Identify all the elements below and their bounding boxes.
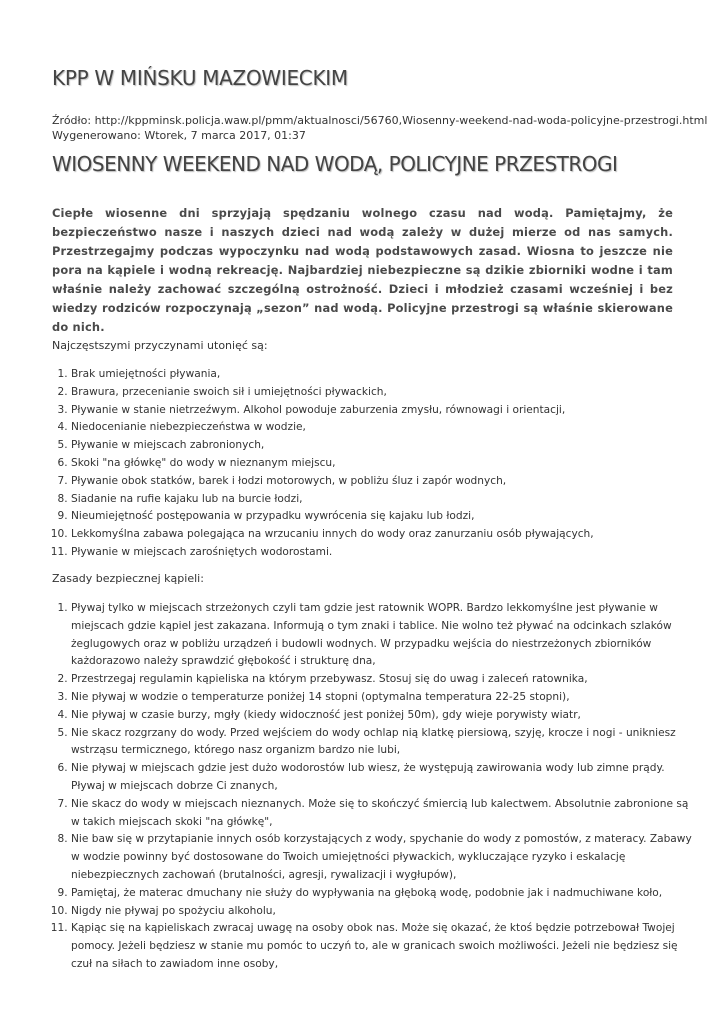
- source-line: [52, 113, 707, 128]
- source-url[interactable]: http://kppminsk.policja.waw.pl/pmm/aktualnosci/56760,Wiosenny-weekend-nad-woda-policyjne-przestrogi.html: [94, 114, 708, 127]
- list-item: 8. Siadanie na rufie kajaku lub na burcie łodzi,: [71, 491, 693, 509]
- rules-heading: Zasady bezpiecznej kąpieli:: [52, 572, 204, 585]
- list-item: 10. Lekkomyślna zabawa polegająca na wrzucaniu innych do wody oraz zanurzaniu osób pływających,: [71, 526, 693, 544]
- article-title: WIOSENNY WEEKEND NAD WODĄ, POLICYJNE PRZESTROGI: [52, 152, 618, 176]
- article-lead: Ciepłe wiosenne dni sprzyjają spędzaniu wolnego czasu nad wodą. Pamiętajmy, że bezpieczeństwo nasze i naszych dzieci nad wodą zależy w dużej mierze od nas samych. Przestrzegajmy podczas wypoczynku nad wodą podstawowych zasad. Wiosna to jeszcze nie pora na kąpiele i wodną rekreację. Najbardziej niebezpieczne są dzikie zbiorniki wodne i tam właśnie należy zachować szczególną ostrożność. Dzieci i młodzież czasami wcześniej i bez wiedzy rodziców rozpoczynają „sezon” nad wodą. Policyjne przestrogi są właśnie skierowane do nich.: [52, 206, 673, 334]
- list-item: 1. Brak umiejętności pływania,: [71, 366, 693, 384]
- list-item: 5. Pływanie w miejscach zabronionych,: [71, 437, 693, 455]
- list-item: 11. Pływanie w miejscach zarośniętych wodorostami.: [71, 544, 693, 562]
- list-item: 8. Nie baw się w przytapianie innych osób korzystających z wody, spychanie do wody z pomostów, z materacy. Zabawy w wodzie powinny być dostosowane do Twoich umiejętności pływackich, wykluczające ryzyko i eskalację niebezpiecznych zachowań (brutalności, agresji, rywalizacji i wygłupów),: [71, 831, 693, 884]
- site-title: KPP W MIŃSKU MAZOWIECKIM: [52, 66, 348, 90]
- list-item: 3. Pływanie w stanie nietrzeźwym. Alkohol powoduje zaburzenia zmysłu, równowagi i orientacji,: [71, 402, 693, 420]
- list-item: 7. Nie skacz do wody w miejscach nieznanych. Może się to skończyć śmiercią lub kalectwem. Absolutnie zabronione są w takich miejscach skoki "na główkę",: [71, 796, 693, 832]
- generated-line: [52, 128, 707, 143]
- list-item: 9. Nieumiejętność postępowania w przypadku wywrócenia się kajaku lub łodzi,: [71, 508, 693, 526]
- list-item: 1. Pływaj tylko w miejscach strzeżonych czyli tam gdzie jest ratownik WOPR. Bardzo lekkomyślne jest pływanie w miejscach gdzie kąpiel jest zakazana. Informują o tym znaki i tablice. Nie wolno też pływać na odcinkach szlaków żeglugowych oraz w pobliżu urządzeń i budowli wodnych. W przypadku wejścia do niestrzeżonych zbiorników każdorazowo należy sprawdzić głębokość i strukturę dna,: [71, 600, 693, 671]
- source-label: Źródło:: [52, 114, 92, 127]
- list-item: 10. Nigdy nie pływaj po spożyciu alkoholu,: [71, 903, 693, 921]
- list-item: 7. Pływanie obok statków, barek i łodzi motorowych, w pobliżu śluz i zapór wodnych,: [71, 473, 693, 491]
- causes-list: [52, 366, 693, 562]
- list-item: 4. Nie pływaj w czasie burzy, mgły (kiedy widoczność jest poniżej 50m), gdy wieje porywisty wiatr,: [71, 707, 693, 725]
- list-item: 6. Nie pływaj w miejscach gdzie jest dużo wodorostów lub wiesz, że występują zawirowania wody lub zimne prądy. Pływaj w miejscach dobrze Ci znanych,: [71, 760, 693, 796]
- generated-value: Wtorek, 7 marca 2017, 01:37: [144, 129, 306, 142]
- generated-label: Wygenerowano:: [52, 129, 141, 142]
- list-item: 2. Przestrzegaj regulamin kąpieliska na którym przebywasz. Stosuj się do uwag i zaleceń ratownika,: [71, 671, 693, 689]
- list-item: 2. Brawura, przecenianie swoich sił i umiejętności pływackich,: [71, 384, 693, 402]
- list-item: 9. Pamiętaj, że materac dmuchany nie służy do wypływania na głęboką wodę, podobnie jak i nadmuchiwane koło,: [71, 885, 693, 903]
- document-meta: [52, 113, 707, 143]
- list-item: 6. Skoki "na główkę" do wody w nieznanym miejscu,: [71, 455, 693, 473]
- list-item: 11. Kąpiąc się na kąpieliskach zwracaj uwagę na osoby obok nas. Może się okazać, że ktoś będzie potrzebował Twojej pomocy. Jeżeli będziesz w stanie mu pomóc to uczyń to, ale w granicach swoich możliwości. Jeżeli nie będziesz się czuł na siłach to zawiadom inne osoby,: [71, 920, 693, 973]
- list-item: 5. Nie skacz rozgrzany do wody. Przed wejściem do wody ochlap nią klatkę piersiową, szyję, krocze i nogi - unikniesz wstrząsu termicznego, którego nasz organizm bardzo nie lubi,: [71, 725, 693, 761]
- list-item: 4. Niedocenianie niebezpieczeństwa w wodzie,: [71, 419, 693, 437]
- rules-list: [52, 600, 693, 974]
- causes-heading: Najczęstszymi przyczynami utonięć są:: [52, 339, 268, 352]
- list-item: 3. Nie pływaj w wodzie o temperaturze poniżej 14 stopni (optymalna temperatura 22-25 stopni),: [71, 689, 693, 707]
